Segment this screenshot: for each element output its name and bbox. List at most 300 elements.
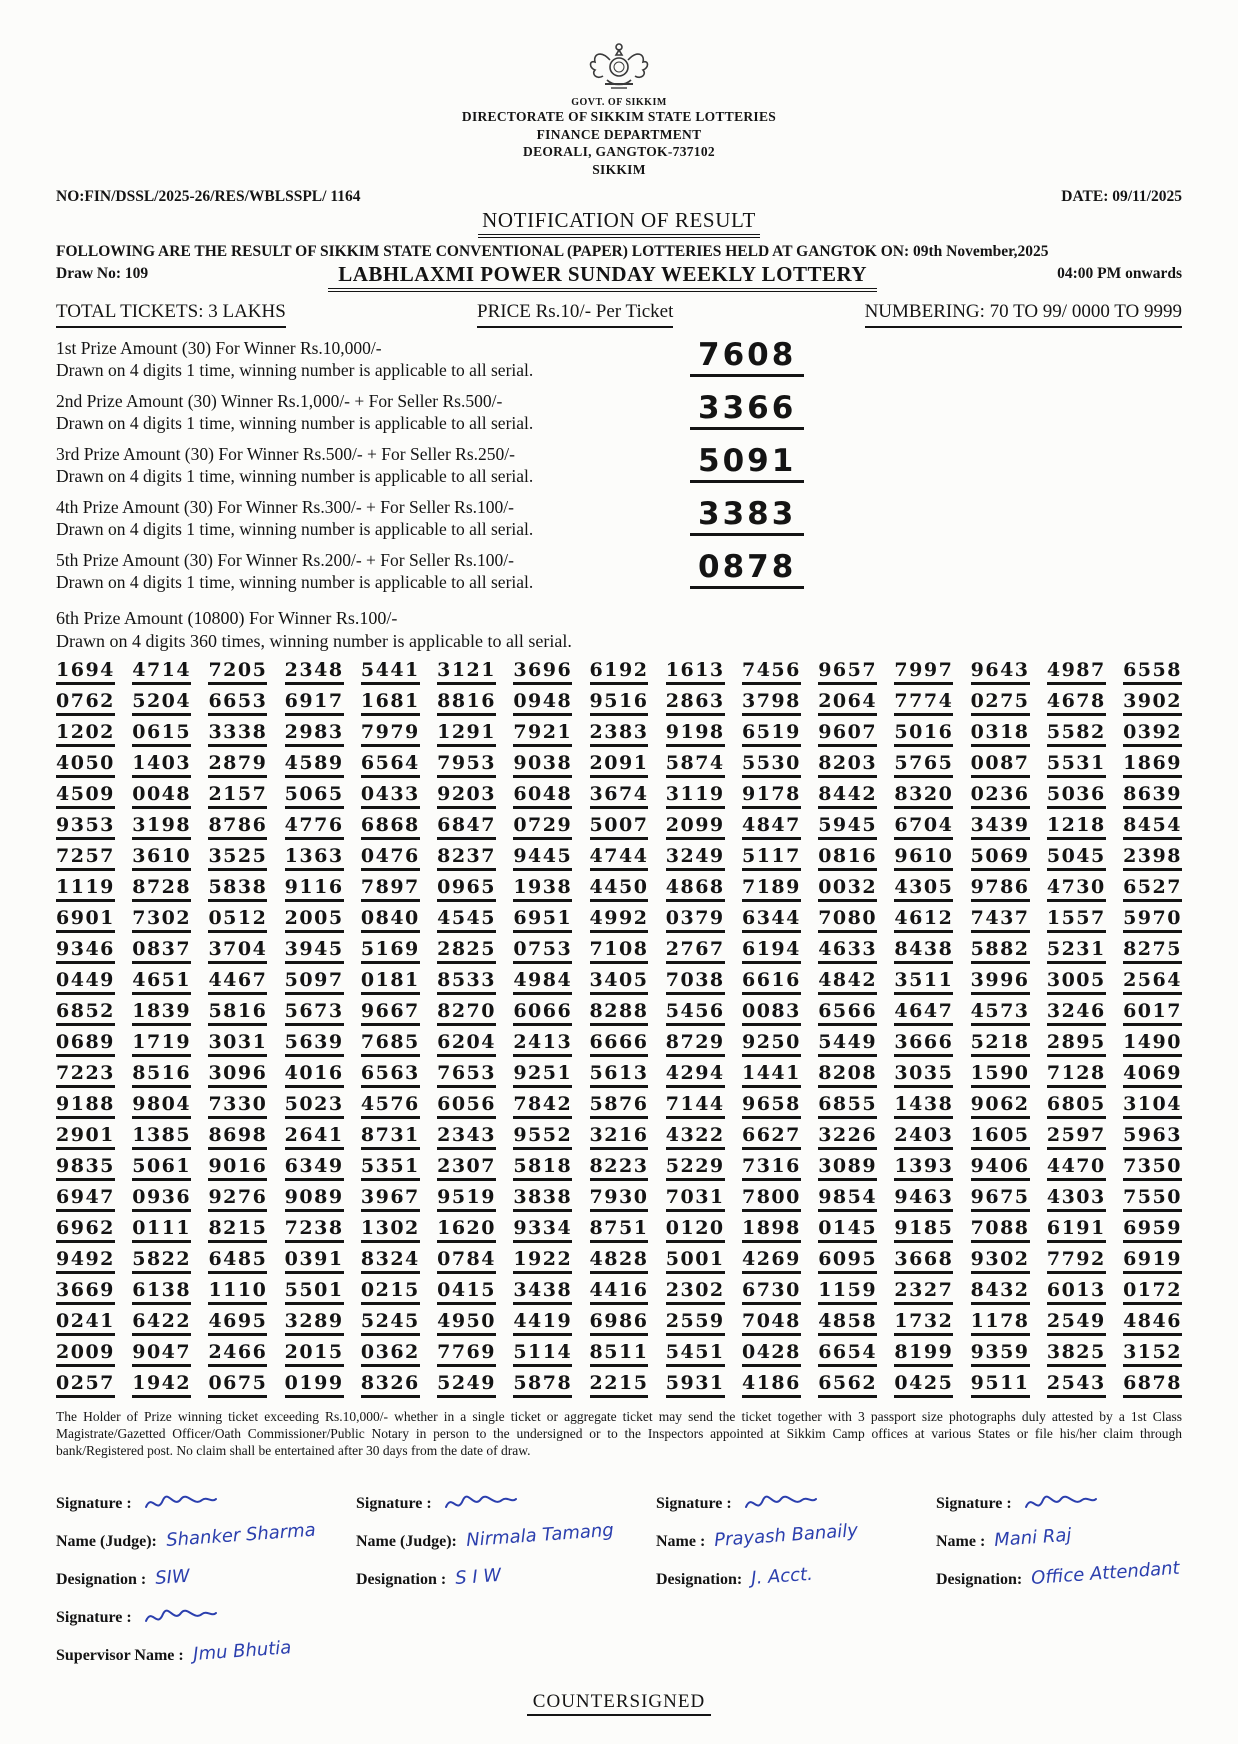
winning-number: 9359 (971, 1341, 1030, 1367)
winning-number: 2005 (285, 907, 344, 933)
winning-number: 3838 (513, 1186, 572, 1212)
winning-number: 2983 (285, 721, 344, 747)
signature-field-label: Signature : (56, 1495, 132, 1512)
winning-number: 6654 (818, 1341, 877, 1367)
winning-number: 4069 (1123, 1062, 1182, 1088)
winning-number: 6730 (742, 1279, 801, 1305)
winning-number: 4419 (513, 1310, 572, 1336)
winning-number: 9016 (208, 1155, 267, 1181)
winning-number: 9203 (437, 783, 496, 809)
number-row (56, 845, 1182, 871)
winning-number: 1302 (361, 1217, 420, 1243)
signature-row (656, 1551, 936, 1589)
winning-number: 4842 (818, 969, 877, 995)
sixth-prize-section (56, 607, 1182, 1398)
winning-number: 5531 (1047, 752, 1106, 778)
handwritten-signature-icon (444, 1491, 520, 1517)
winning-number: 9250 (742, 1031, 801, 1057)
winning-number: 7330 (208, 1093, 267, 1119)
winning-number: 2348 (285, 659, 344, 685)
winning-number: 1681 (361, 690, 420, 716)
winning-number: 0965 (437, 876, 496, 902)
winning-number: 6519 (742, 721, 801, 747)
winning-number: 9251 (513, 1062, 572, 1088)
winning-number: 4776 (285, 814, 344, 840)
winning-number: 1218 (1047, 814, 1106, 840)
sixth-prize-subheading: Drawn on 4 digits 360 times, winning number is applicable to all serial. (56, 631, 572, 651)
winning-number: 7080 (818, 907, 877, 933)
winning-number: 1490 (1123, 1031, 1182, 1057)
winning-number: 6095 (818, 1248, 877, 1274)
ticket-price: PRICE Rs.10/- Per Ticket (477, 301, 673, 328)
winning-number: 3289 (285, 1310, 344, 1336)
signature-field-label: Signature : (56, 1609, 132, 1626)
winning-number: 1557 (1047, 907, 1106, 933)
winning-number: 0318 (971, 721, 1030, 747)
winning-number: 9353 (56, 814, 115, 840)
winning-number: 6485 (208, 1248, 267, 1274)
winning-number: 4186 (742, 1372, 801, 1398)
winning-number: 9610 (894, 845, 953, 871)
winning-number: 1719 (132, 1031, 191, 1057)
number-row (56, 1341, 1182, 1367)
winning-number: 4573 (971, 1000, 1030, 1026)
winning-number: 5818 (513, 1155, 572, 1181)
winning-number: 1178 (971, 1310, 1030, 1336)
winning-number: 6627 (742, 1124, 801, 1150)
winning-number: 0215 (361, 1279, 420, 1305)
winning-number: 9516 (590, 690, 649, 716)
winning-number: 9667 (361, 1000, 420, 1026)
signature-column (356, 1475, 656, 1665)
winning-number: 3104 (1123, 1093, 1182, 1119)
draw-row (56, 262, 1182, 287)
winning-number: 6194 (742, 938, 801, 964)
winning-number: 8275 (1123, 938, 1182, 964)
winning-number: 5117 (742, 845, 801, 871)
letterhead (56, 40, 1182, 178)
signature-row (656, 1475, 936, 1513)
winning-number: 4695 (208, 1310, 267, 1336)
winning-number: 6986 (590, 1310, 649, 1336)
winning-number: 6947 (56, 1186, 115, 1212)
winning-number: 6138 (132, 1279, 191, 1305)
winning-number: 0257 (56, 1372, 115, 1398)
winning-number: 8320 (894, 783, 953, 809)
winning-number: 6566 (818, 1000, 877, 1026)
winning-number: 5097 (285, 969, 344, 995)
winning-number: 2543 (1047, 1372, 1106, 1398)
handwritten-value: SIW (154, 1565, 191, 1589)
winning-number: 5822 (132, 1248, 191, 1274)
winning-number: 9038 (513, 752, 572, 778)
winning-number: 9607 (818, 721, 877, 747)
winning-number: 0032 (818, 876, 877, 902)
winning-number: 0181 (361, 969, 420, 995)
draw-time: 04:00 PM onwards (1057, 265, 1182, 282)
winning-number: 7038 (666, 969, 725, 995)
prize-1-winning-number: 7608 (690, 339, 804, 377)
winning-number: 5456 (666, 1000, 725, 1026)
winning-number: 0837 (132, 938, 191, 964)
number-row (56, 1372, 1182, 1398)
winning-number: 9786 (971, 876, 1030, 902)
winning-number: 0449 (56, 969, 115, 995)
winning-number: 8442 (818, 783, 877, 809)
signature-row (56, 1513, 356, 1551)
winning-number: 2466 (208, 1341, 267, 1367)
winning-number: 8203 (818, 752, 877, 778)
winning-number: 5945 (818, 814, 877, 840)
winning-number: 9519 (437, 1186, 496, 1212)
winning-number: 8751 (590, 1217, 649, 1243)
winning-number: 8215 (208, 1217, 267, 1243)
winning-number: 7921 (513, 721, 572, 747)
winning-number: 2559 (666, 1310, 725, 1336)
winning-number: 4678 (1047, 690, 1106, 716)
winning-number: 8698 (208, 1124, 267, 1150)
prize-5-row (56, 549, 1182, 593)
winning-number: 1922 (513, 1248, 572, 1274)
winning-number: 0689 (56, 1031, 115, 1057)
winning-number: 5229 (666, 1155, 725, 1181)
winning-number: 3666 (894, 1031, 953, 1057)
winning-number: 2863 (666, 690, 725, 716)
winning-number: 8731 (361, 1124, 420, 1150)
winning-number: 4467 (208, 969, 267, 995)
winning-number: 9188 (56, 1093, 115, 1119)
handwritten-value: Shanker Sharma (165, 1519, 317, 1551)
signature-field-label: Supervisor Name : (56, 1647, 184, 1664)
winning-number: 6066 (513, 1000, 572, 1026)
number-row (56, 1031, 1182, 1057)
handwritten-value: S I W (454, 1564, 503, 1589)
winning-number: 5231 (1047, 938, 1106, 964)
winning-number: 6805 (1047, 1093, 1106, 1119)
handwritten-value: Office Attendant (1030, 1557, 1181, 1589)
signature-row (56, 1551, 356, 1589)
winning-number: 2564 (1123, 969, 1182, 995)
winning-number: 2597 (1047, 1124, 1106, 1150)
handwritten-value: Nirmala Tamang (465, 1519, 615, 1551)
winning-number: 4647 (894, 1000, 953, 1026)
winning-number: 5036 (1047, 783, 1106, 809)
signature-field-label: Signature : (936, 1495, 1012, 1512)
winning-number: 9804 (132, 1093, 191, 1119)
winning-number: 4416 (590, 1279, 649, 1305)
winning-number: 7653 (437, 1062, 496, 1088)
winning-number: 5249 (437, 1372, 496, 1398)
winning-number: 8208 (818, 1062, 877, 1088)
winning-number: 5001 (666, 1248, 725, 1274)
winning-number: 8816 (437, 690, 496, 716)
winning-number: 4576 (361, 1093, 420, 1119)
winning-number: 3668 (894, 1248, 953, 1274)
reference-number: NO:FIN/DSSL/2025-26/RES/WBLSSPL/ 1164 (56, 188, 361, 205)
winning-number: 5838 (208, 876, 267, 902)
winning-number: 5613 (590, 1062, 649, 1088)
org-address: DEORALI, GANGTOK-737102 (523, 144, 715, 159)
signature-field-label: Designation: (656, 1571, 743, 1588)
winning-number: 6013 (1047, 1279, 1106, 1305)
winning-number: 5501 (285, 1279, 344, 1305)
winning-number: 5069 (971, 845, 1030, 871)
winning-number: 4294 (666, 1062, 725, 1088)
total-tickets: TOTAL TICKETS: 3 LAKHS (56, 301, 286, 328)
winning-number: 0425 (894, 1372, 953, 1398)
winning-number: 9198 (666, 721, 725, 747)
winning-number: 0936 (132, 1186, 191, 1212)
handwritten-signature-icon (744, 1491, 820, 1517)
winning-number: 0362 (361, 1341, 420, 1367)
winning-number: 1732 (894, 1310, 953, 1336)
signature-row (356, 1475, 656, 1513)
signature-column (656, 1475, 936, 1665)
number-row (56, 659, 1182, 685)
winning-number: 7205 (208, 659, 267, 685)
winning-number: 0236 (971, 783, 1030, 809)
winning-number: 4305 (894, 876, 953, 902)
winning-number: 6852 (56, 1000, 115, 1026)
winning-number: 0675 (208, 1372, 267, 1398)
signature-field-label: Designation : (356, 1571, 447, 1588)
winning-number: 1202 (56, 721, 115, 747)
winning-number: 3798 (742, 690, 801, 716)
handwritten-value: Mani Raj (993, 1524, 1073, 1551)
winning-number: 0784 (437, 1248, 496, 1274)
winning-number: 2307 (437, 1155, 496, 1181)
winning-number: 7456 (742, 659, 801, 685)
winning-number: 4545 (437, 907, 496, 933)
winning-number: 3945 (285, 938, 344, 964)
winning-number: 3338 (208, 721, 267, 747)
signature-row (356, 1513, 656, 1551)
handwritten-value: J. Acct. (750, 1563, 814, 1589)
winning-number: 2383 (590, 721, 649, 747)
number-row (56, 1279, 1182, 1305)
prize-3-row (56, 443, 1182, 487)
winning-number: 2825 (437, 938, 496, 964)
winning-number: 1613 (666, 659, 725, 685)
winning-number: 0111 (132, 1217, 191, 1243)
signature-column (936, 1475, 1182, 1665)
winning-number: 1403 (132, 752, 191, 778)
winning-number: 9658 (742, 1093, 801, 1119)
govt-of-sikkim-emblem-icon (583, 40, 655, 96)
prize-2-text: 2nd Prize Amount (30) Winner Rs.1,000/- + For Seller Rs.500/- Drawn on 4 digits 1 time, winning number is applicable to all serial. (56, 391, 534, 433)
winning-number: 9178 (742, 783, 801, 809)
winning-number: 9835 (56, 1155, 115, 1181)
winning-number: 9854 (818, 1186, 877, 1212)
winning-number: 9552 (513, 1124, 572, 1150)
winning-number: 1694 (56, 659, 115, 685)
winning-number: 4950 (437, 1310, 496, 1336)
winning-number: 5061 (132, 1155, 191, 1181)
winning-number: 9657 (818, 659, 877, 685)
page-title: NOTIFICATION OF RESULT (478, 208, 760, 238)
signature-row (356, 1551, 656, 1589)
number-row (56, 752, 1182, 778)
winning-number: 0476 (361, 845, 420, 871)
winning-number: 4633 (818, 938, 877, 964)
winning-number: 8728 (132, 876, 191, 902)
winning-number: 9492 (56, 1248, 115, 1274)
signature-field-label: Designation : (56, 1571, 147, 1588)
prize-5-text: 5th Prize Amount (30) For Winner Rs.200/- + For Seller Rs.100/- Drawn on 4 digits 1 time, winning number is applicable to all serial. (56, 550, 534, 592)
winning-number: 2641 (285, 1124, 344, 1150)
winning-number: 6017 (1123, 1000, 1182, 1026)
winning-number: 3439 (971, 814, 1030, 840)
winning-number: 0948 (513, 690, 572, 716)
winning-number: 3226 (818, 1124, 877, 1150)
winning-number: 7437 (971, 907, 1030, 933)
winning-number: 8454 (1123, 814, 1182, 840)
number-row (56, 876, 1182, 902)
handwritten-signature-icon (1024, 1491, 1100, 1517)
winning-number: 7223 (56, 1062, 115, 1088)
winning-number: 7792 (1047, 1248, 1106, 1274)
winning-number: 1291 (437, 721, 496, 747)
winning-number: 4714 (132, 659, 191, 685)
winning-number: 7302 (132, 907, 191, 933)
sixth-prize-number-grid (56, 659, 1182, 1398)
winning-number: 9089 (285, 1186, 344, 1212)
prize-4-winning-number: 3383 (690, 498, 804, 536)
winning-number: 4050 (56, 752, 115, 778)
winning-number: 5931 (666, 1372, 725, 1398)
winning-number: 1110 (208, 1279, 267, 1305)
winning-number: 7144 (666, 1093, 725, 1119)
winning-number: 6349 (285, 1155, 344, 1181)
winning-number: 9346 (56, 938, 115, 964)
signature-field-label: Signature : (656, 1495, 732, 1512)
winning-number: 8223 (590, 1155, 649, 1181)
winning-number: 2879 (208, 752, 267, 778)
signature-field-label: Name : (936, 1533, 986, 1550)
winning-number: 1438 (894, 1093, 953, 1119)
winning-number: 3031 (208, 1031, 267, 1057)
winning-number: 4744 (590, 845, 649, 871)
winning-number: 2398 (1123, 845, 1182, 871)
winning-number: 7842 (513, 1093, 572, 1119)
winning-number: 6878 (1123, 1372, 1182, 1398)
winning-number: 1898 (742, 1217, 801, 1243)
winning-number: 1839 (132, 1000, 191, 1026)
winning-number: 2009 (56, 1341, 115, 1367)
winning-number: 6422 (132, 1310, 191, 1336)
handwritten-signature-icon (144, 1491, 220, 1517)
winning-number: 2064 (818, 690, 877, 716)
reference-row (56, 188, 1182, 206)
winning-number: 4858 (818, 1310, 877, 1336)
winning-number: 7189 (742, 876, 801, 902)
winning-number: 0379 (666, 907, 725, 933)
countersigned-label: COUNTERSIGNED (527, 1691, 711, 1716)
winning-number: 0729 (513, 814, 572, 840)
winning-number: 5449 (818, 1031, 877, 1057)
winning-number: 7930 (590, 1186, 649, 1212)
winning-number: 4509 (56, 783, 115, 809)
winning-number: 1441 (742, 1062, 801, 1088)
winning-number: 7031 (666, 1186, 725, 1212)
winning-number: 4269 (742, 1248, 801, 1274)
winning-number: 8639 (1123, 783, 1182, 809)
winning-number: 2767 (666, 938, 725, 964)
winning-number: 5963 (1123, 1124, 1182, 1150)
number-row (56, 1186, 1182, 1212)
winning-number: 3438 (513, 1279, 572, 1305)
winning-number: 3669 (56, 1279, 115, 1305)
winning-number: 6653 (208, 690, 267, 716)
winning-number: 5065 (285, 783, 344, 809)
signature-field-label: Signature : (356, 1495, 432, 1512)
signature-field-label: Designation: (936, 1571, 1023, 1588)
signature-row (936, 1513, 1182, 1551)
winning-number: 3216 (590, 1124, 649, 1150)
winning-number: 2327 (894, 1279, 953, 1305)
winning-number: 3967 (361, 1186, 420, 1212)
draw-number: Draw No: 109 (56, 265, 149, 282)
winning-number: 2549 (1047, 1310, 1106, 1336)
winning-number: 6962 (56, 1217, 115, 1243)
winning-number: 5218 (971, 1031, 1030, 1057)
winning-number: 3096 (208, 1062, 267, 1088)
winning-number: 6558 (1123, 659, 1182, 685)
winning-number: 6704 (894, 814, 953, 840)
signature-field-label: Name : (656, 1533, 706, 1550)
winning-number: 6564 (361, 752, 420, 778)
winning-number: 0762 (56, 690, 115, 716)
winning-number: 2413 (513, 1031, 572, 1057)
winning-number: 5530 (742, 752, 801, 778)
winning-number: 6951 (513, 907, 572, 933)
winning-number: 8729 (666, 1031, 725, 1057)
winning-number: 7350 (1123, 1155, 1182, 1181)
winning-number: 9302 (971, 1248, 1030, 1274)
ticket-numbering: NUMBERING: 70 TO 99/ 0000 TO 9999 (865, 301, 1182, 328)
winning-number: 6847 (437, 814, 496, 840)
claim-instructions: The Holder of Prize winning ticket exceeding Rs.10,000/- whether in a single ticket or aggregate ticket may send the ticket together with 3 passport size photographs duly attested by a 1st Class Magistrate/Gazetted Officer/Oath Commissioner/Public Notary in person to the undersigned or to the Inspectors appointed at Sikkim Camp offices at various States or file his/her claim through bank/Registered post. No claim shall be entertained after 30 days from the date of draw. (56, 1409, 1182, 1458)
winning-number: 6868 (361, 814, 420, 840)
winning-number: 2895 (1047, 1031, 1106, 1057)
winning-number: 7257 (56, 845, 115, 871)
winning-number: 0048 (132, 783, 191, 809)
winning-number: 0145 (818, 1217, 877, 1243)
number-row (56, 1248, 1182, 1274)
winning-number: 4730 (1047, 876, 1106, 902)
signature-row (56, 1475, 356, 1513)
winning-number: 0415 (437, 1279, 496, 1305)
number-row (56, 1310, 1182, 1336)
winning-number: 5114 (513, 1341, 572, 1367)
winning-number: 3249 (666, 845, 725, 871)
handwritten-value: Prayash Banaily (713, 1520, 859, 1551)
winning-number: 8511 (590, 1341, 649, 1367)
winning-number: 1393 (894, 1155, 953, 1181)
winning-number: 6204 (437, 1031, 496, 1057)
winning-number: 7800 (742, 1186, 801, 1212)
signature-row (56, 1589, 356, 1627)
winning-number: 3121 (437, 659, 496, 685)
winning-number: 0512 (208, 907, 267, 933)
winning-number: 3696 (513, 659, 572, 685)
winning-number: 9062 (971, 1093, 1030, 1119)
winning-number: 9185 (894, 1217, 953, 1243)
winning-number: 2901 (56, 1124, 115, 1150)
winning-number: 0120 (666, 1217, 725, 1243)
number-row (56, 1155, 1182, 1181)
winning-number: 2302 (666, 1279, 725, 1305)
